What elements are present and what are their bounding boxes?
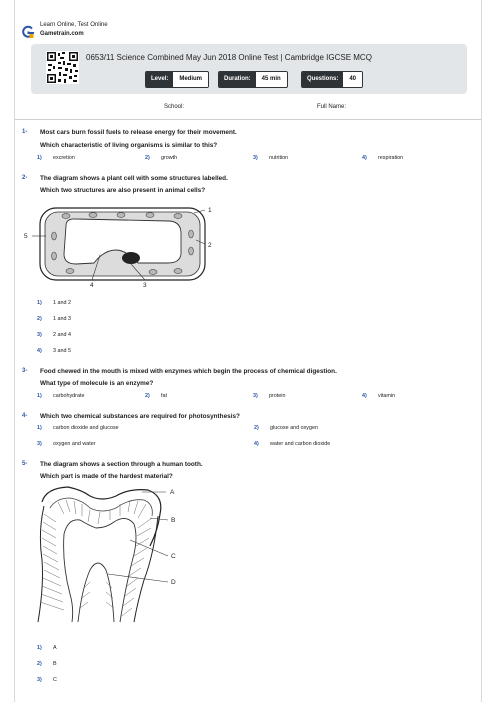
- qr-code-icon[interactable]: [46, 51, 79, 84]
- option-number: 2): [37, 661, 42, 667]
- option-text: oxygen and water: [53, 441, 96, 447]
- question-text: Most cars burn fossil fuels to release energy for their movement.: [40, 129, 237, 136]
- question-prompt: Which characteristic of living organisms is similar to this?: [40, 142, 218, 149]
- option-number: 1): [37, 393, 42, 399]
- cell-label-3: 3: [143, 282, 147, 289]
- option-text: protein: [269, 393, 286, 399]
- brand-tagline: Learn Online, Test Online: [40, 22, 108, 28]
- option-text: growth: [161, 155, 178, 161]
- option-text: respiration: [378, 155, 404, 161]
- questions-label: Questions:: [302, 72, 343, 87]
- option-text: C: [53, 677, 57, 683]
- brand: [40, 21, 108, 39]
- question-text: The diagram shows a section through a human tooth.: [40, 461, 203, 468]
- option-number: 2): [145, 393, 150, 399]
- option-number: 2): [254, 425, 259, 431]
- level-value: Medium: [173, 72, 208, 87]
- duration-badge: [218, 71, 288, 88]
- option-number: 3): [253, 393, 258, 399]
- question-text: Which two chemical substances are required for photosynthesis?: [40, 413, 240, 420]
- question-number: 4-: [22, 413, 28, 419]
- option-number: 3): [37, 441, 42, 447]
- tooth-label-b: B: [171, 517, 176, 524]
- option-number: 4): [37, 348, 42, 354]
- level-label: Level:: [146, 72, 173, 87]
- option-number: 2): [145, 155, 150, 161]
- school-label: School:: [164, 104, 185, 110]
- option-number: 1): [37, 155, 42, 161]
- option-text: 2 and 4: [53, 332, 71, 338]
- question-number: 1-: [22, 129, 28, 135]
- option-number: 3): [253, 155, 258, 161]
- header-divider: [15, 119, 481, 120]
- question-prompt: What type of molecule is an enzyme?: [40, 380, 154, 387]
- duration-value: 45 min: [256, 72, 287, 87]
- option-text: carbohydrate: [53, 393, 85, 399]
- option-text: vitamin: [378, 393, 396, 399]
- question-prompt: Which two structures are also present in animal cells?: [40, 187, 206, 194]
- option-text: 1 and 2: [53, 300, 71, 306]
- cell-label-5: 5: [24, 233, 28, 240]
- cell-label-1: 1: [208, 207, 212, 214]
- option-number: 3): [37, 677, 42, 683]
- option-text: A: [53, 645, 57, 651]
- option-text: excretion: [53, 155, 75, 161]
- option-number: 4): [362, 393, 367, 399]
- brand-site[interactable]: Gametrain.com: [40, 31, 84, 37]
- gametrain-logo-icon: [21, 25, 35, 39]
- cell-label-4: 4: [90, 282, 94, 289]
- test-header: [31, 44, 467, 94]
- cell-label-2: 2: [208, 242, 212, 249]
- option-text: 3 and 5: [53, 348, 71, 354]
- question-number: 2-: [22, 175, 28, 181]
- option-text: nutrition: [269, 155, 289, 161]
- option-number: 4): [254, 441, 259, 447]
- option-text: carbon dioxide and glucose: [53, 425, 119, 431]
- option-number: 1): [37, 645, 42, 651]
- option-number: 3): [37, 332, 42, 338]
- plant-cell-diagram: [18, 200, 218, 292]
- question-text: Food chewed in the mouth is mixed with enzymes which begin the process of chemical digestion.: [40, 368, 337, 375]
- tooth-label-a: A: [170, 489, 175, 496]
- option-number: 2): [37, 316, 42, 322]
- duration-label: Duration:: [219, 72, 256, 87]
- question-number: 3-: [22, 368, 28, 374]
- questions-badge: [301, 71, 363, 88]
- option-text: glucose and oxygen: [270, 425, 318, 431]
- level-badge: [145, 71, 209, 88]
- questions-value: 40: [343, 72, 362, 87]
- option-text: water and carbon dioxide: [270, 441, 331, 447]
- tooth-label-d: D: [171, 579, 176, 586]
- option-text: fat: [161, 393, 167, 399]
- option-number: 1): [37, 300, 42, 306]
- option-text: 1 and 3: [53, 316, 71, 322]
- question-text: The diagram shows a plant cell with some structures labelled.: [40, 175, 228, 182]
- option-number: 1): [37, 425, 42, 431]
- tooth-diagram: [30, 484, 190, 626]
- tooth-label-c: C: [171, 553, 176, 560]
- test-title: 0653/11 Science Combined May Jun 2018 Online Test | Cambridge IGCSE MCQ: [86, 53, 372, 62]
- full-name-label: Full Name:: [317, 104, 347, 110]
- question-prompt: Which part is made of the hardest material?: [40, 473, 173, 480]
- option-text: B: [53, 661, 57, 667]
- option-number: 4): [362, 155, 367, 161]
- question-number: 5-: [22, 461, 28, 467]
